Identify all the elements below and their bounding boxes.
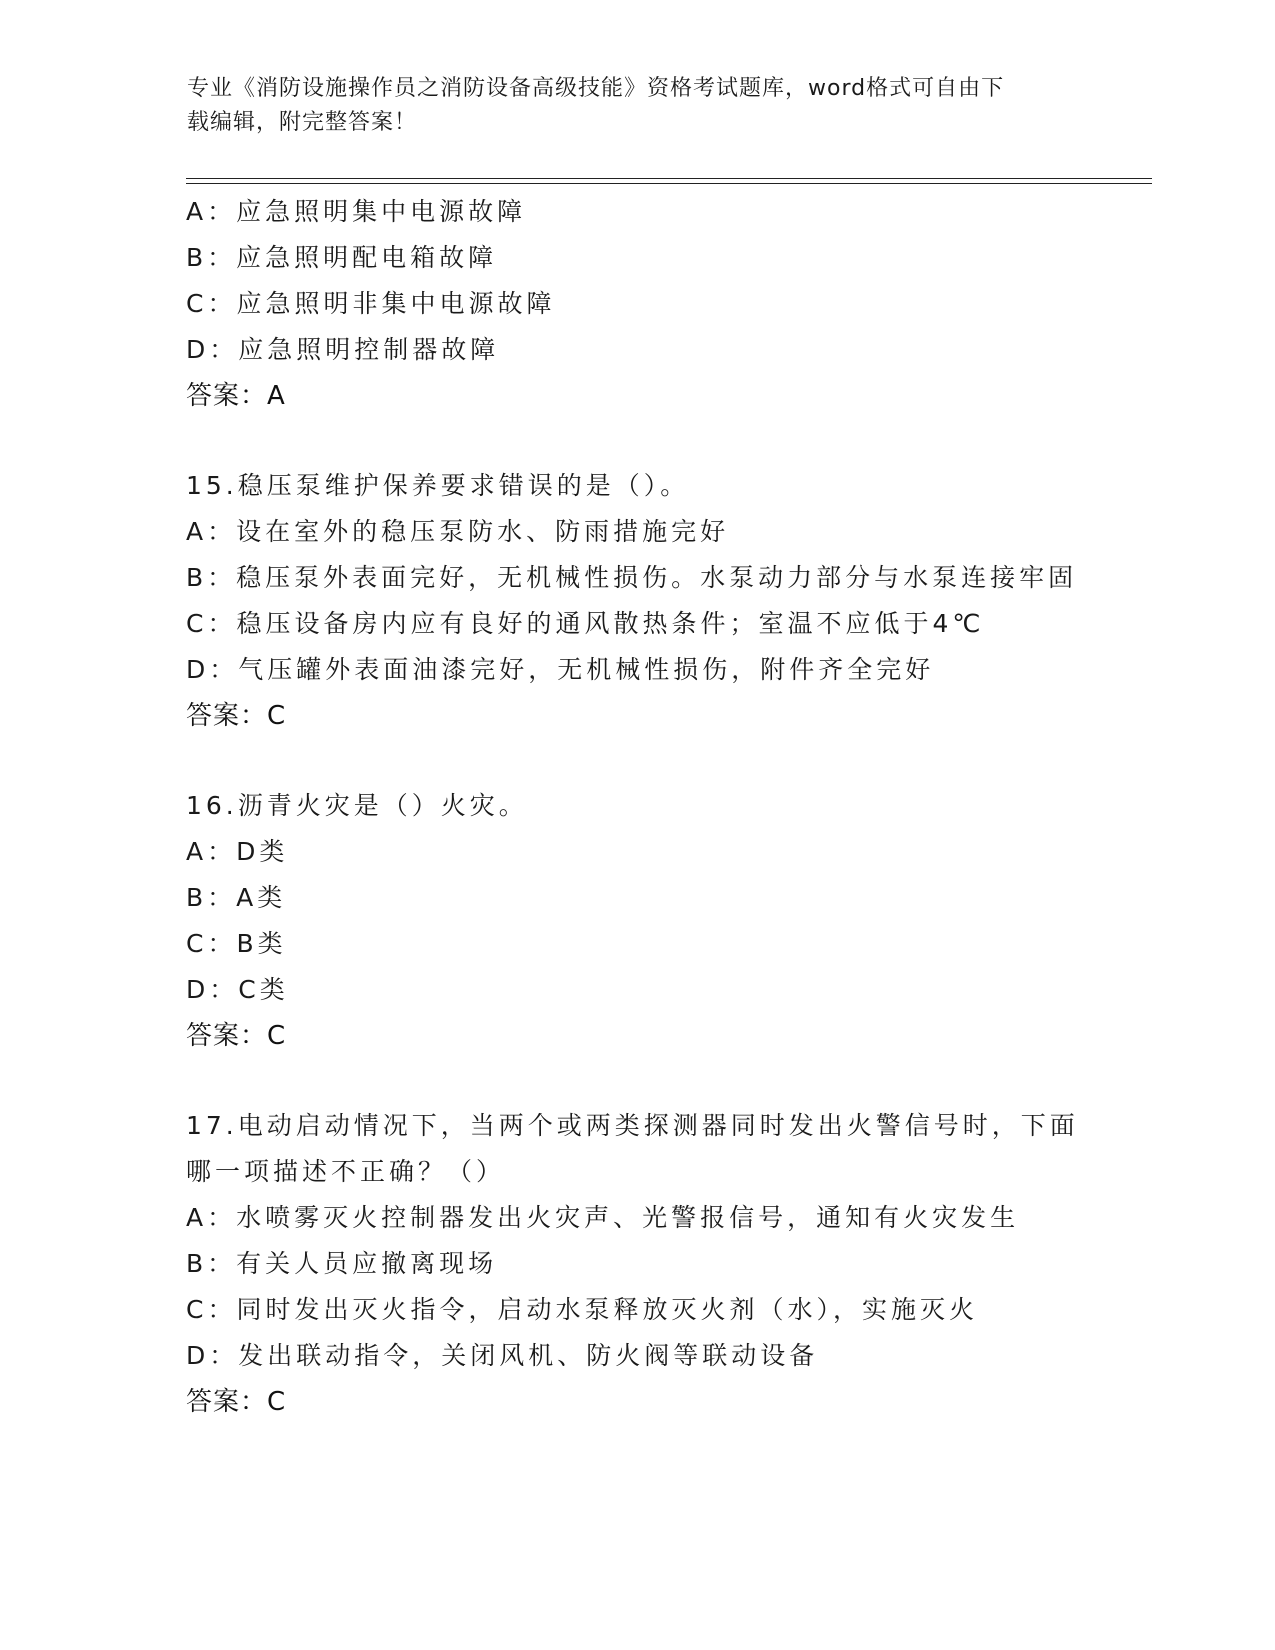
spacer [186, 1059, 1146, 1103]
question-17 [186, 1103, 1146, 1425]
option-c: C：应急照明非集中电源故障 [186, 289, 556, 318]
option-c: C：稳压设备房内应有良好的通风散热条件；室温不应低于4℃ [186, 609, 985, 638]
option-b: B：应急照明配电箱故障 [186, 243, 498, 272]
option-d: D：C类 [186, 975, 289, 1004]
option-c: C：B类 [186, 929, 287, 958]
option-b: B：稳压泵外表面完好，无机械性损伤。水泵动力部分与水泵连接牢固 [186, 563, 1078, 592]
option-d: D：发出联动指令，关闭风机、防火阀等联动设备 [186, 1341, 819, 1370]
header-divider-top [186, 178, 1152, 179]
option-a: A：设在室外的稳压泵防水、防雨措施完好 [186, 517, 730, 546]
question-15 [186, 463, 1146, 739]
answer: 答案：C [186, 1021, 287, 1051]
spacer [186, 739, 1146, 783]
question-text: 16.沥青火灾是（）火灾。 [186, 791, 528, 820]
question-16 [186, 783, 1146, 1059]
option-b: B：有关人员应撤离现场 [186, 1249, 498, 1278]
answer: 答案：C [186, 1387, 287, 1417]
option-a: A：D类 [186, 837, 289, 866]
spacer [186, 419, 1146, 463]
document-header [187, 72, 1087, 140]
question-text-line-2: 哪一项描述不正确？（） [186, 1157, 506, 1186]
option-b: B：A类 [186, 883, 287, 912]
header-line-2: 载编辑，附完整答案！ [187, 110, 418, 135]
question-text: 15.稳压泵维护保养要求错误的是（）。 [186, 471, 690, 500]
answer: 答案：A [186, 381, 286, 411]
option-d: D：应急照明控制器故障 [186, 335, 500, 364]
header-line-1: 专业《消防设施操作员之消防设备高级技能》资格考试题库，word格式可自由下 [187, 76, 1005, 101]
answer: 答案：C [186, 701, 287, 731]
question-14 [186, 189, 1146, 419]
option-c: C：同时发出灭火指令，启动水泵释放灭火剂（水），实施灭火 [186, 1295, 978, 1324]
question-list [186, 189, 1146, 1425]
question-text-line-1: 17.电动启动情况下，当两个或两类探测器同时发出火警信号时，下面 [186, 1111, 1079, 1140]
option-d: D：气压罐外表面油漆完好，无机械性损伤，附件齐全完好 [186, 655, 935, 684]
option-a: A：应急照明集中电源故障 [186, 197, 527, 226]
option-a: A：水喷雾灭火控制器发出火灾声、光警报信号，通知有火灾发生 [186, 1203, 1020, 1232]
header-divider-bottom [186, 183, 1152, 184]
